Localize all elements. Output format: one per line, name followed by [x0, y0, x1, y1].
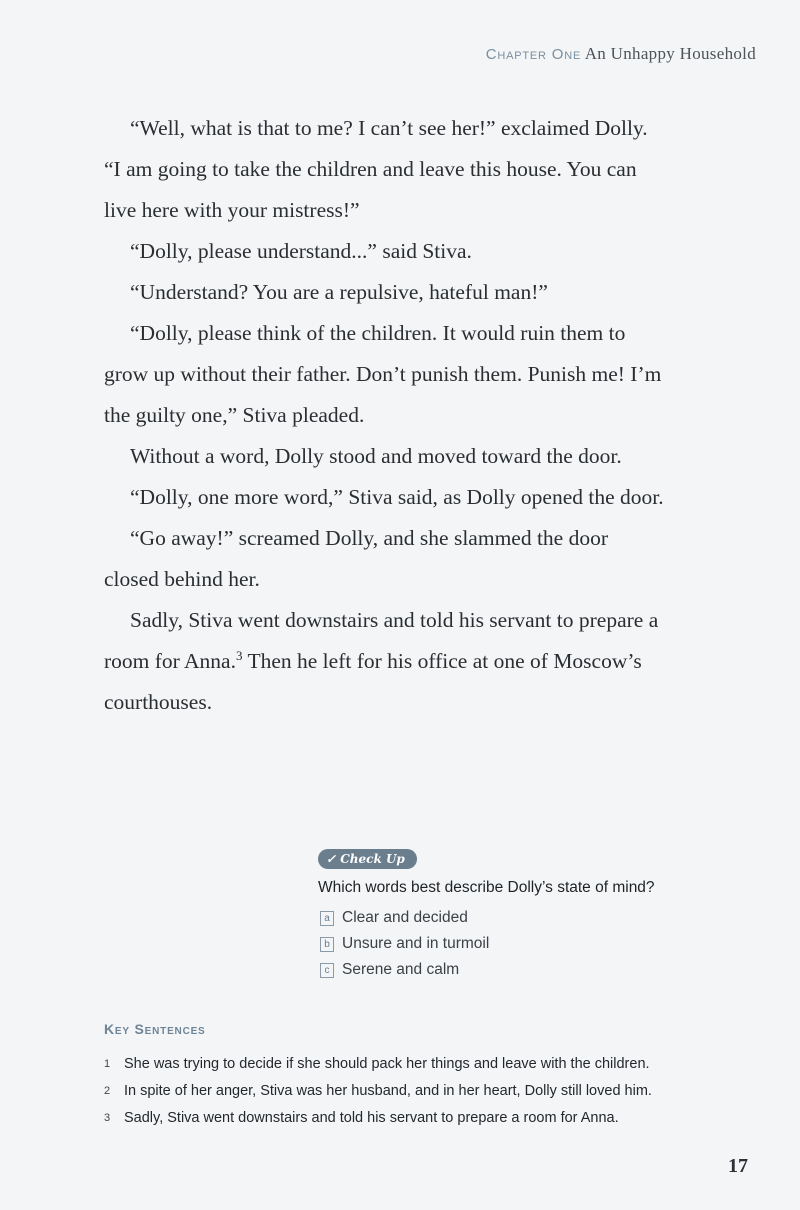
running-header	[486, 44, 756, 64]
check-icon: ✓	[326, 852, 337, 866]
answer-options	[318, 905, 738, 983]
key-sentence-text: Sadly, Stiva went downstairs and told his servant to prepare a room for Anna.	[124, 1109, 619, 1126]
paragraph-text: Sadly, Stiva went downstairs and told his servant to prepare a room for Anna.	[104, 608, 659, 673]
option-letter: b	[320, 937, 334, 952]
chapter-label: Chapter One	[485, 46, 582, 63]
footnote-marker: 3	[235, 647, 243, 663]
paragraph: “Dolly, one more word,” Stiva said, as Dolly opened the door.	[130, 485, 664, 509]
key-sentence-number: 1	[104, 1057, 111, 1070]
paragraph: “Go away!” screamed Dolly, and she slammed the door closed behind her.	[104, 526, 609, 591]
paragraph: “Well, what is that to me? I can’t see her!” exclaimed Dolly. “I am going to take the children and leave this house. You can live here with your mistress!”	[104, 116, 648, 222]
paragraph-last	[104, 600, 668, 723]
check-up-box	[318, 849, 738, 983]
option-text: Unsure and in turmoil	[342, 935, 490, 952]
answer-option-b[interactable]	[318, 931, 738, 957]
key-sentence-text: In spite of her anger, Stiva was her husband, and in her heart, Dolly still loved him.	[124, 1082, 652, 1099]
option-letter: c	[320, 963, 334, 978]
paragraph-text-continued: Then he left for his office at one of Moscow’s courthouses.	[104, 649, 642, 714]
key-sentence	[104, 1050, 744, 1077]
paragraph: “Dolly, please think of the children. It would ruin them to grow up without their father. Don’t punish them. Punish me! I’m the guilty one,” Stiva pleaded.	[104, 321, 662, 427]
key-sentence	[104, 1077, 744, 1104]
answer-option-a[interactable]	[318, 905, 738, 931]
key-sentence-number: 3	[104, 1111, 111, 1124]
answer-option-c[interactable]	[318, 957, 738, 983]
check-up-question: Which words best describe Dolly’s state of mind?	[318, 879, 655, 896]
page-number: 17	[728, 1155, 748, 1177]
chapter-title: An Unhappy Household	[584, 44, 756, 63]
story-text	[104, 108, 668, 723]
paragraph: Without a word, Dolly stood and moved toward the door.	[130, 444, 622, 468]
key-sentence-text: She was trying to decide if she should pack her things and leave with the children.	[124, 1055, 650, 1072]
paragraph: “Understand? You are a repulsive, hateful man!”	[130, 280, 548, 304]
key-sentences-title: Key Sentences	[104, 1021, 206, 1037]
key-sentence-number: 2	[104, 1084, 111, 1097]
option-letter: a	[320, 911, 334, 926]
check-up-badge	[318, 849, 417, 869]
paragraph: “Dolly, please understand...” said Stiva.	[130, 239, 472, 263]
option-text: Serene and calm	[342, 961, 460, 978]
check-up-label: Check Up	[340, 852, 405, 866]
key-sentence	[104, 1104, 744, 1131]
key-sentences-list	[104, 1050, 744, 1131]
option-text: Clear and decided	[342, 909, 468, 926]
